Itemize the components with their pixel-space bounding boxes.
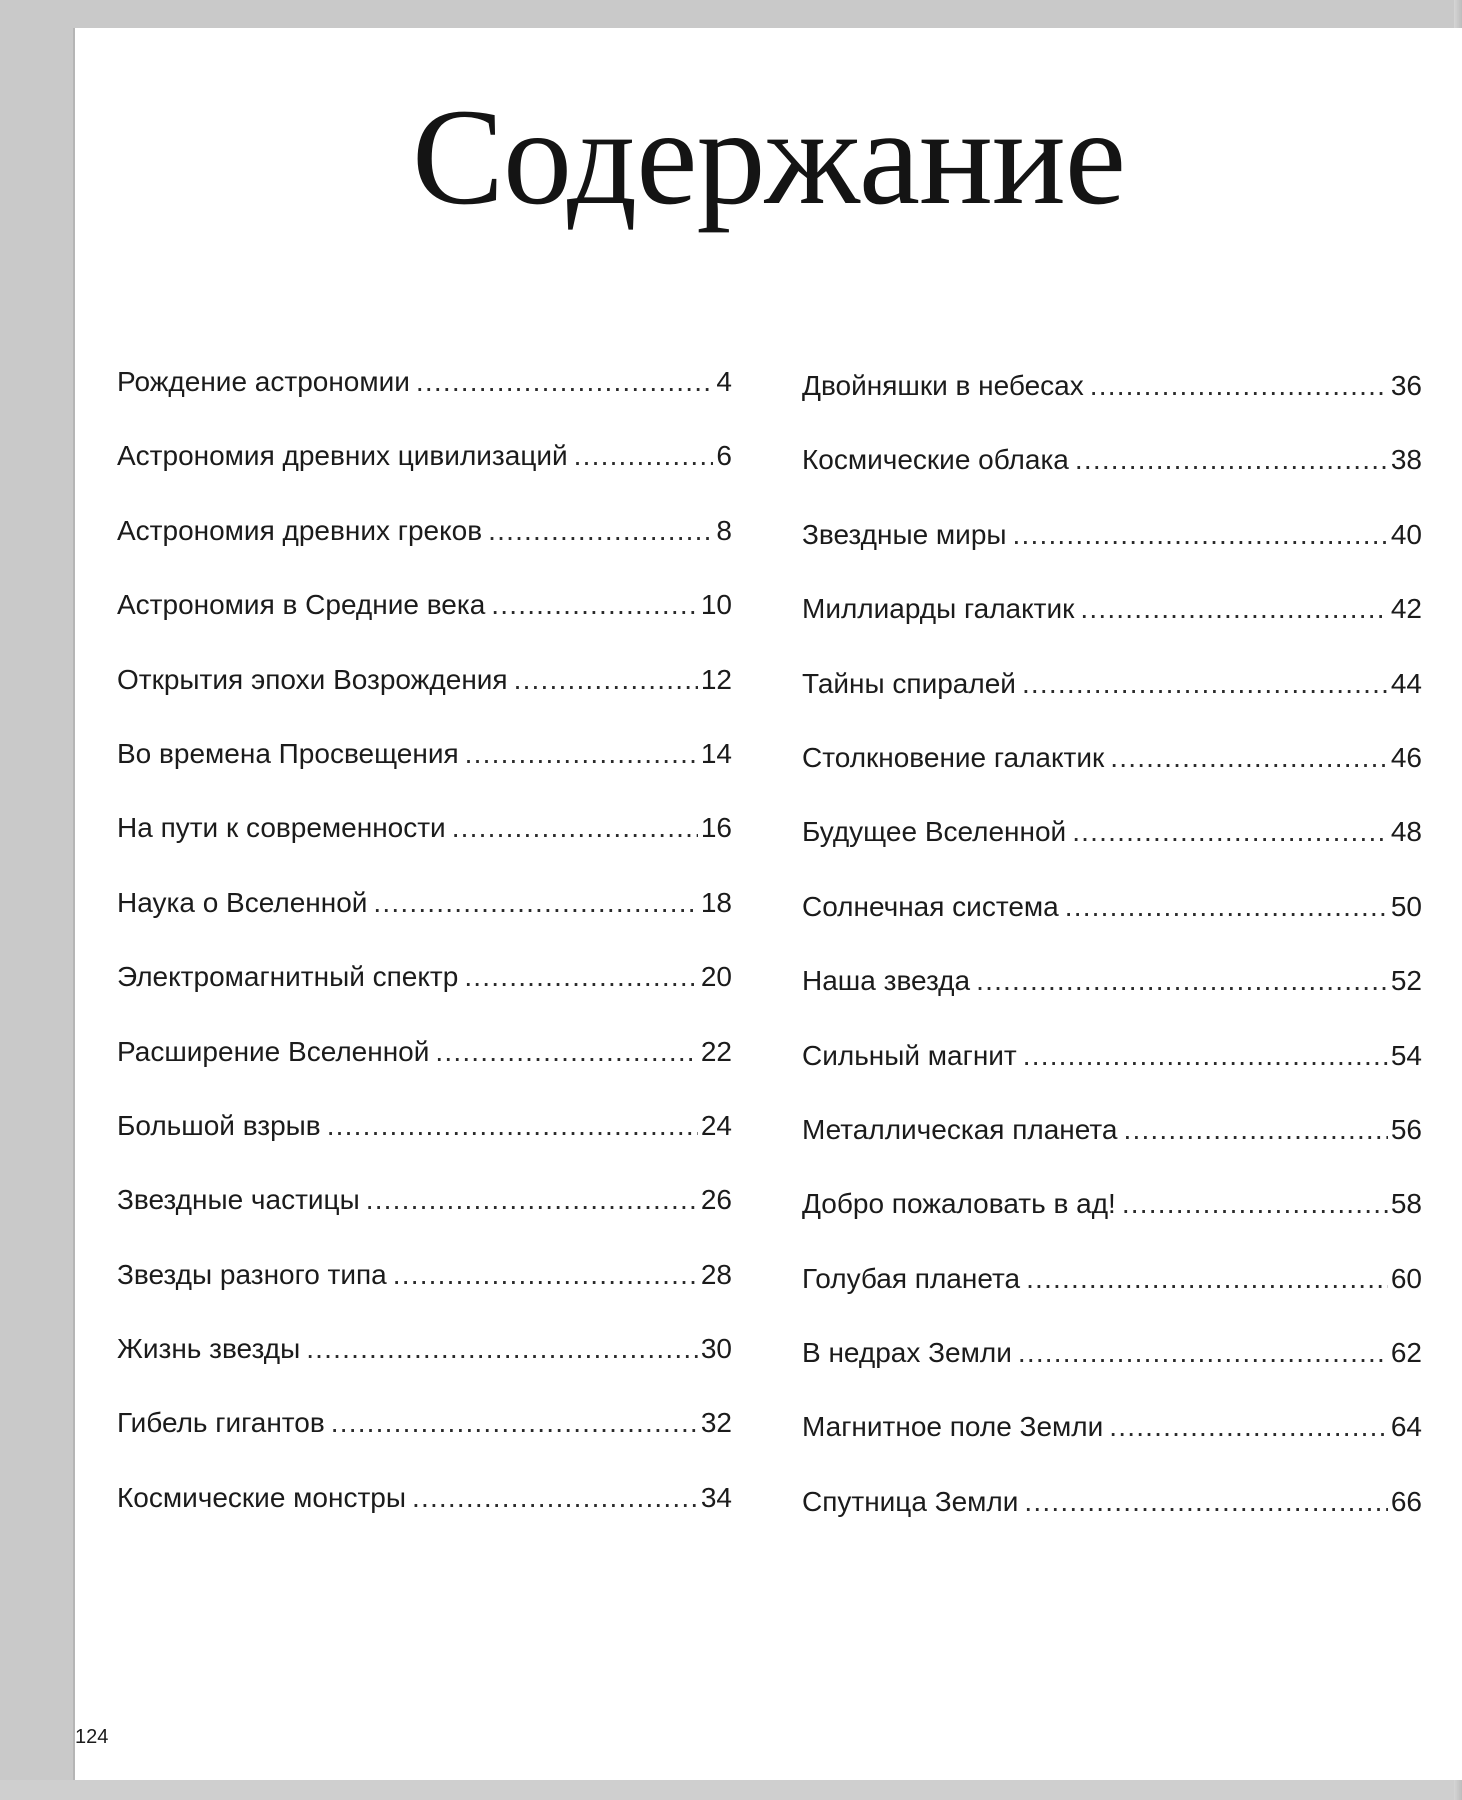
- dot-leader: [1110, 742, 1388, 774]
- toc-entry-page: 10: [700, 589, 732, 621]
- toc-entry-page: 62: [1390, 1337, 1422, 1369]
- toc-entry-page: 44: [1390, 667, 1422, 699]
- toc-entry: [802, 1337, 1422, 1411]
- toc-entry-page: 12: [700, 663, 732, 695]
- dot-leader: [435, 1036, 697, 1068]
- toc-entry-title: Металлическая планета: [802, 1113, 1118, 1145]
- toc-entry-title: Столкновение галактик: [802, 741, 1105, 773]
- dot-leader: [1123, 1114, 1387, 1146]
- toc-entry-page: 52: [1390, 965, 1422, 997]
- toc-entry: [117, 1482, 732, 1556]
- dot-leader: [1065, 891, 1388, 923]
- toc-entry: [802, 1486, 1422, 1560]
- dot-leader: [327, 1110, 698, 1142]
- toc-entry: [117, 440, 732, 514]
- dot-leader: [1018, 1337, 1388, 1369]
- toc-entry-page: 16: [700, 812, 732, 844]
- toc-entry: [802, 1263, 1422, 1337]
- toc-entry: [117, 1407, 732, 1481]
- toc-entry-title: На пути к современности: [117, 812, 446, 844]
- dot-leader: [1022, 668, 1388, 700]
- dot-leader: [1080, 593, 1387, 625]
- toc-entry-title: Открытия эпохи Возрождения: [117, 663, 508, 695]
- toc-entry-title: Во времена Просвещения: [117, 737, 459, 769]
- toc-entry-title: Наша звезда: [802, 965, 971, 997]
- toc-entry-page: 32: [700, 1407, 732, 1439]
- toc-entry: [117, 961, 732, 1035]
- toc-entry-page: 36: [1390, 370, 1422, 401]
- dot-leader: [1090, 370, 1388, 402]
- toc-entry-page: 14: [700, 737, 732, 769]
- toc-entry-title: Тайны спиралей: [802, 667, 1016, 699]
- dot-leader: [306, 1333, 698, 1365]
- toc-entry-title: Астрономия в Средние века: [117, 589, 486, 621]
- dot-leader: [514, 664, 698, 696]
- scan-background-bottom: [0, 1780, 1462, 1800]
- toc-entry-title: Спутница Земли: [802, 1485, 1019, 1517]
- dot-leader: [491, 589, 698, 621]
- toc-entry-page: 42: [1390, 593, 1422, 625]
- toc-entry: [117, 812, 732, 886]
- toc-entry-title: Большой взрыв: [117, 1109, 321, 1141]
- toc-entry-page: 38: [1390, 444, 1422, 476]
- toc-entry: [802, 444, 1422, 518]
- toc-entry: [802, 519, 1422, 593]
- toc-entry-page: 64: [1390, 1411, 1422, 1443]
- dot-leader: [1109, 1411, 1388, 1443]
- dot-leader: [1013, 519, 1388, 551]
- toc-entry-title: Миллиарды галактик: [802, 593, 1075, 625]
- dot-leader: [1122, 1188, 1388, 1220]
- toc-entry: [117, 738, 732, 812]
- toc-entry-page: 48: [1390, 816, 1422, 848]
- dot-leader: [373, 887, 697, 919]
- toc-entry-page: 46: [1390, 741, 1422, 773]
- toc-entry: [117, 1184, 732, 1258]
- toc-entry: [802, 891, 1422, 965]
- toc-entry-page: 26: [700, 1184, 732, 1216]
- toc-entry-page: 56: [1390, 1113, 1422, 1145]
- toc-entry: [802, 370, 1422, 444]
- toc-entry: [802, 1114, 1422, 1188]
- dot-leader: [464, 961, 698, 993]
- toc-entry: [117, 1259, 732, 1333]
- toc-entry-page: 6: [716, 440, 732, 472]
- document-page: [75, 28, 1462, 1780]
- toc-entry-title: Звездные миры: [802, 518, 1007, 550]
- toc-entry-page: 20: [700, 961, 732, 993]
- toc-entry: [117, 1333, 732, 1407]
- toc-entry-title: Будущее Вселенной: [802, 816, 1067, 848]
- dot-leader: [1023, 1040, 1388, 1072]
- dot-leader: [1026, 1263, 1388, 1295]
- dot-leader: [1075, 444, 1388, 476]
- toc-entry-page: 8: [716, 514, 732, 546]
- toc-entry-page: 60: [1390, 1262, 1422, 1294]
- toc-entry-title: В недрах Земли: [802, 1337, 1012, 1369]
- toc-entry: [117, 664, 732, 738]
- toc-entry: [117, 515, 732, 589]
- toc-entry-title: Астрономия древних цивилизаций: [117, 440, 568, 472]
- toc-entry-page: 40: [1390, 518, 1422, 550]
- dot-leader: [976, 965, 1388, 997]
- toc-entry: [802, 742, 1422, 816]
- toc-entry-page: 24: [700, 1109, 732, 1141]
- dot-leader: [412, 1482, 698, 1514]
- toc-entry-page: 66: [1390, 1485, 1422, 1517]
- dot-leader: [416, 366, 714, 398]
- toc-entry-title: Астрономия древних греков: [117, 514, 483, 546]
- toc-entry-title: Космические монстры: [117, 1481, 406, 1513]
- toc-entry-page: 28: [700, 1258, 732, 1290]
- toc-entry-title: Космические облака: [802, 444, 1069, 476]
- toc-entry-title: Жизнь звезды: [117, 1333, 301, 1365]
- toc-entry-page: 58: [1390, 1188, 1422, 1220]
- toc-entry: [802, 1188, 1422, 1262]
- toc-entry-title: Звездные частицы: [117, 1184, 360, 1216]
- dot-leader: [331, 1407, 698, 1439]
- toc-entry-title: Добро пожаловать в ад!: [802, 1188, 1116, 1220]
- toc-entry-page: 22: [700, 1035, 732, 1067]
- toc-entry: [117, 366, 732, 440]
- toc-entry-title: Наука о Вселенной: [117, 886, 368, 918]
- toc-column-left: [117, 366, 732, 1556]
- page-title: Содержание: [411, 80, 1126, 233]
- dot-leader: [393, 1259, 698, 1291]
- toc-column-right: [802, 370, 1422, 1560]
- toc-entry: [117, 1110, 732, 1184]
- dot-leader: [1072, 816, 1388, 848]
- toc-entry-page: 54: [1390, 1039, 1422, 1071]
- toc-entry-title: Голубая планета: [802, 1262, 1021, 1294]
- toc-entry-title: Расширение Вселенной: [117, 1035, 430, 1067]
- toc-entry: [802, 965, 1422, 1039]
- toc-entry: [117, 1036, 732, 1110]
- dot-leader: [465, 738, 698, 770]
- toc-entry-title: Двойняшки в небесах: [802, 370, 1084, 401]
- toc-entry-title: Магнитное поле Земли: [802, 1411, 1104, 1443]
- toc-entry: [802, 816, 1422, 890]
- toc-entry-title: Солнечная система: [802, 890, 1059, 922]
- toc-entry-title: Гибель гигантов: [117, 1407, 325, 1439]
- toc-entry-title: Звезды разного типа: [117, 1258, 387, 1290]
- toc-entry-page: 50: [1390, 890, 1422, 922]
- toc-entry: [802, 593, 1422, 667]
- dot-leader: [366, 1184, 698, 1216]
- page-number: 124: [75, 1726, 109, 1748]
- toc-entry: [117, 887, 732, 961]
- toc-entry: [117, 589, 732, 663]
- dot-leader: [452, 812, 698, 844]
- toc-entry: [802, 668, 1422, 742]
- toc-entry-page: 34: [700, 1481, 732, 1513]
- toc-entry-title: Электромагнитный спектр: [117, 961, 459, 993]
- toc-entry-page: 4: [716, 366, 732, 397]
- dot-leader: [574, 440, 714, 472]
- toc-entry: [802, 1411, 1422, 1485]
- dot-leader: [488, 515, 713, 547]
- toc-entry-title: Сильный магнит: [802, 1039, 1017, 1071]
- toc-entry-page: 30: [700, 1333, 732, 1365]
- toc-entry-page: 18: [700, 886, 732, 918]
- dot-leader: [1024, 1486, 1387, 1518]
- toc-entry-title: Рождение астрономии: [117, 366, 410, 397]
- toc-entry: [802, 1040, 1422, 1114]
